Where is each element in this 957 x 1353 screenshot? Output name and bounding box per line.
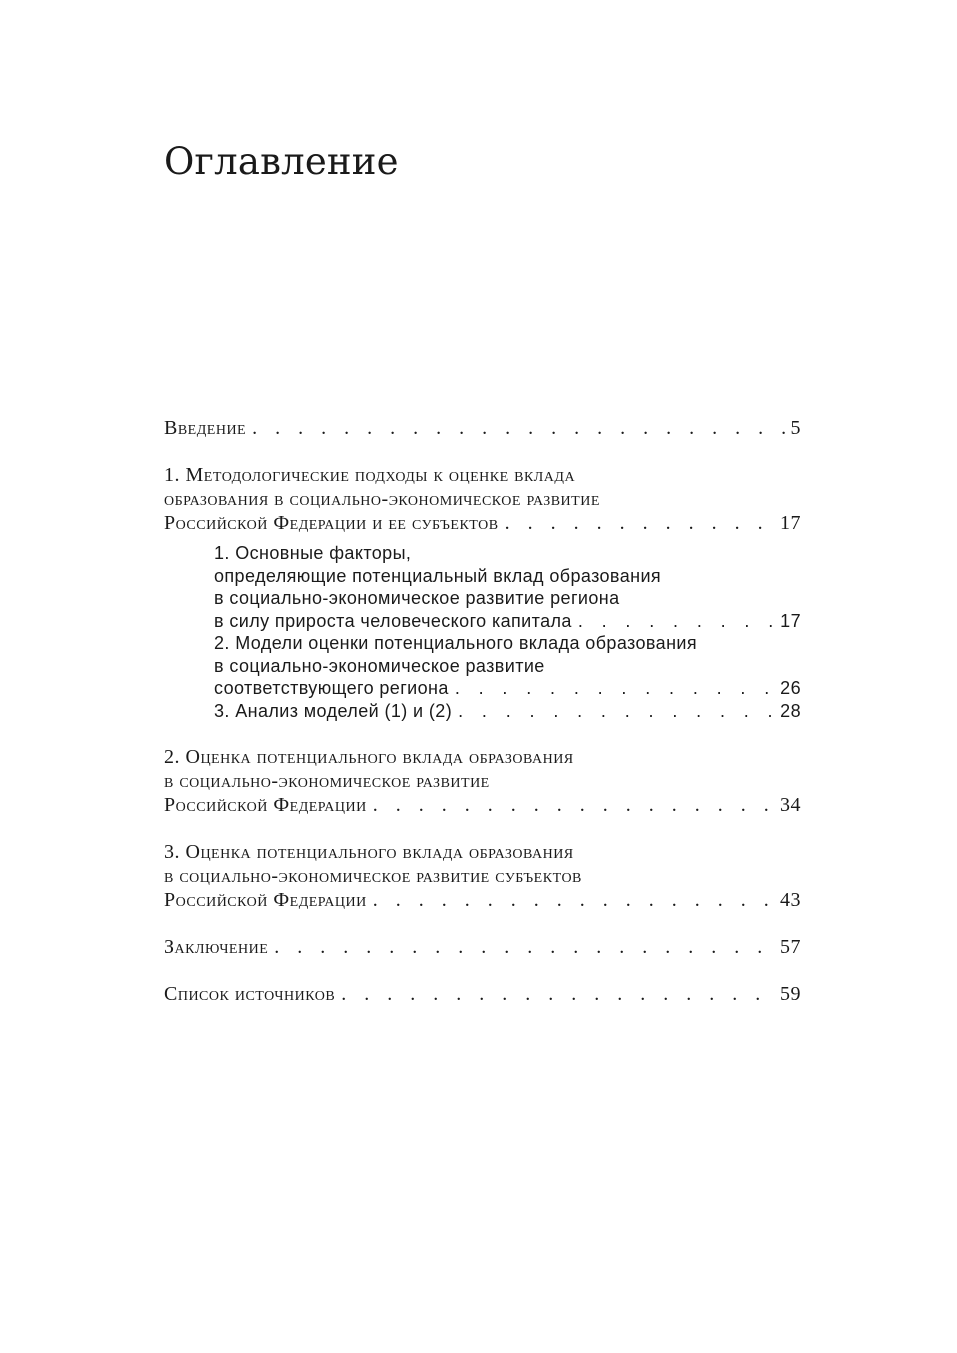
toc-entry-line: 2. Модели оценки потенциального вклада образования [214, 633, 698, 653]
toc-entry-line: Российской Федерации [164, 794, 367, 816]
toc-entry-title: Заключение [164, 936, 269, 958]
toc-entry-line: 1. Методологические подходы к оценке вклада [164, 464, 576, 486]
toc-subentry-1-3[interactable] [214, 700, 801, 723]
toc-entry-chapter-3[interactable] [164, 840, 801, 912]
dot-leader [578, 610, 776, 633]
dot-leader [373, 793, 776, 817]
toc-entry-intro[interactable] [164, 416, 801, 440]
toc-entry-chapter-2[interactable] [164, 745, 801, 817]
toc-entry-sources[interactable] [164, 982, 801, 1006]
toc-entry-title: Список источников [164, 983, 336, 1005]
toc-page-number: 34 [780, 794, 801, 816]
dot-leader [373, 888, 776, 912]
toc-entry-line: 3. Анализ моделей (1) и (2) [214, 700, 453, 721]
toc-subentry-1-2[interactable] [214, 632, 801, 700]
toc-page-number: 43 [780, 889, 801, 911]
toc-entry-conclusion[interactable] [164, 935, 801, 959]
toc-entry-line: определяющие потенциальный вклад образования [214, 565, 662, 586]
toc-entry-line: в силу прироста человеческого капитала [214, 610, 572, 631]
toc-entry-line: соответствующего региона [214, 678, 449, 698]
toc-page-number: 26 [780, 678, 801, 698]
toc-entry-line: образования в социально-экономическое развитие [164, 488, 600, 510]
toc-page-number: 17 [780, 512, 801, 534]
toc-entry-line: 2. Оценка потенциального вклада образования [164, 746, 574, 768]
page-title: Оглавление [164, 140, 399, 183]
toc-page-number: 17 [780, 610, 801, 631]
toc-page-number: 5 [790, 417, 801, 439]
toc-entry-line: в социально-экономическое развитие [214, 655, 545, 676]
dot-leader [341, 982, 776, 1006]
toc-entry-line: в социально-экономическое развитие [164, 770, 490, 792]
toc-subentry-1-1[interactable] [214, 542, 801, 632]
toc-entry-line: в социально-экономическое развитие субъектов [164, 865, 582, 887]
toc-page-number: 57 [780, 936, 801, 958]
toc-entry-line: в социально-экономическое развитие региона [214, 588, 620, 608]
toc-entry-line: Российской Федерации и ее субъектов [164, 512, 499, 534]
toc-entry-line: 3. Оценка потенциального вклада образования [164, 841, 574, 863]
toc-entry-line: Российской Федерации [164, 889, 367, 911]
dot-leader [455, 677, 776, 700]
toc-page-number: 59 [780, 983, 801, 1005]
dot-leader [505, 511, 776, 535]
toc-page-number: 28 [780, 700, 801, 721]
dot-leader [274, 935, 776, 959]
dot-leader [458, 700, 776, 723]
dot-leader [252, 416, 786, 440]
table-of-contents [164, 416, 801, 1006]
toc-entry-line: 1. Основные факторы, [214, 543, 412, 563]
toc-entry-title: Введение [164, 417, 247, 439]
toc-entry-chapter-1[interactable] [164, 463, 801, 535]
